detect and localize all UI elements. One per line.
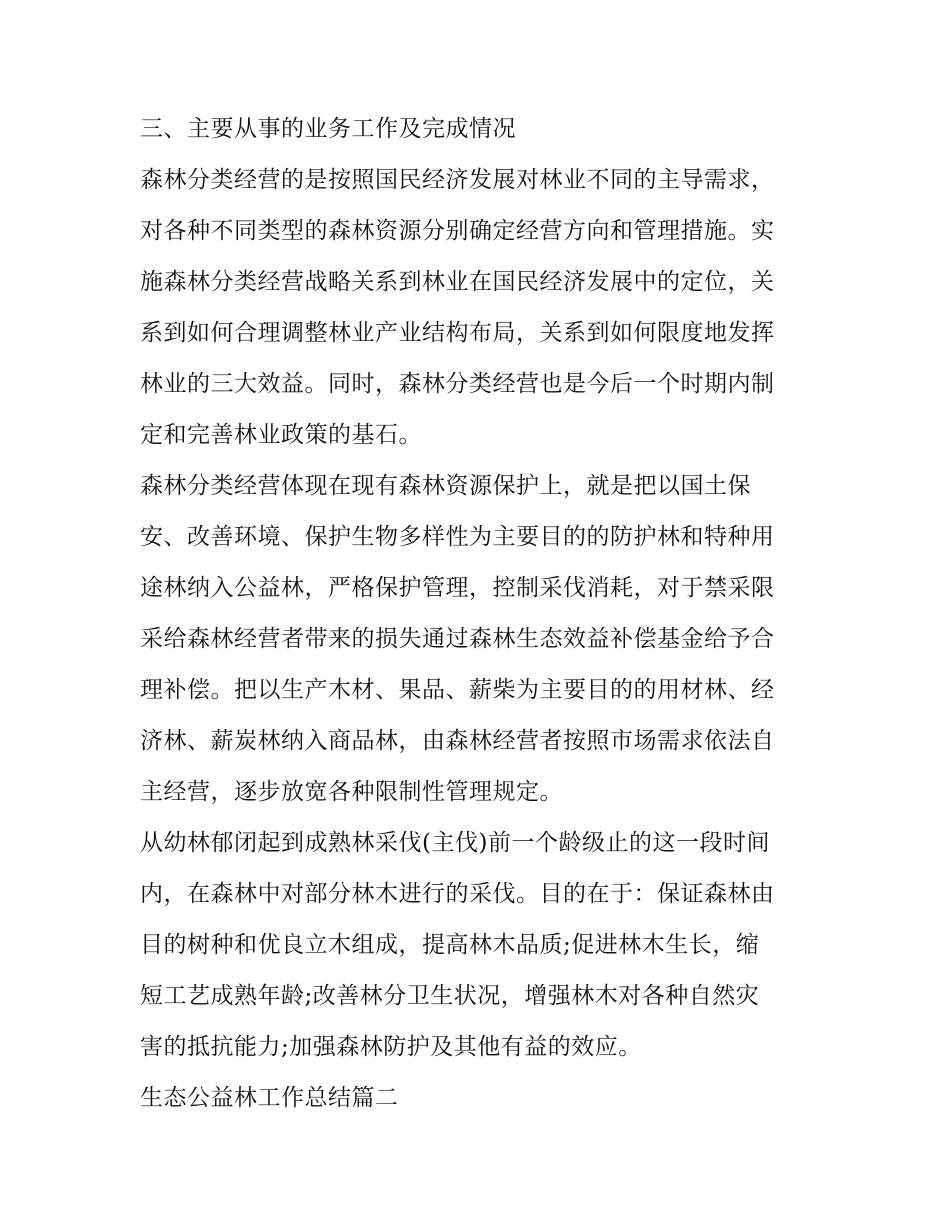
paragraph-line: 安、改善环境、保护生物多样性为主要目的的防护林和特种用 xyxy=(140,524,775,550)
paragraph-line: 森林分类经营的是按照国民经济发展对林业不同的主导需求， xyxy=(140,167,775,193)
paragraph-line: 森林分类经营体现在现有森林资源保护上，就是把以国土保 xyxy=(140,473,751,499)
paragraph-line: 采给森林经营者带来的损失通过森林生态效益补偿基金给予合 xyxy=(140,626,775,652)
paragraph-line: 济林、薪炭林纳入商品林，由森林经营者按照市场需求依法自 xyxy=(140,728,775,754)
paragraph-line: 从幼林郁闭起到成熟林采伐(主伐)前一个龄级止的这一段时间 xyxy=(140,830,770,856)
section-title: 生态公益林工作总结篇二 xyxy=(140,1085,399,1111)
paragraph-line: 短工艺成熟年龄;改善林分卫生状况，增强林木对各种自然灾 xyxy=(140,983,760,1009)
paragraph-line: 目的树种和优良立木组成，提高林木品质;促进林木生长，缩 xyxy=(140,932,760,958)
paragraph-line: 对各种不同类型的森林资源分别确定经营方向和管理措施。实 xyxy=(140,218,775,244)
paragraph-line: 定和完善林业政策的基石。 xyxy=(140,422,422,448)
paragraph-line: 施森林分类经营战略关系到林业在国民经济发展中的定位，关 xyxy=(140,269,775,295)
paragraph-line: 害的抵抗能力;加强森林防护及其他有益的效应。 xyxy=(140,1034,642,1060)
paragraph-line: 途林纳入公益林，严格保护管理，控制采伐消耗，对于禁采限 xyxy=(140,575,775,601)
section-heading: 三、主要从事的业务工作及完成情况 xyxy=(140,116,516,142)
paragraph-line: 主经营，逐步放宽各种限制性管理规定。 xyxy=(140,779,563,805)
paragraph-line: 林业的三大效益。同时，森林分类经营也是今后一个时期内制 xyxy=(140,371,775,397)
paragraph-line: 系到如何合理调整林业产业结构布局，关系到如何限度地发挥 xyxy=(140,320,775,346)
paragraph-line: 内，在森林中对部分林木进行的采伐。目的在于：保证森林由 xyxy=(140,881,775,907)
paragraph-line: 理补偿。把以生产木材、果品、薪柴为主要目的的用材林、经 xyxy=(140,677,775,703)
document-body xyxy=(140,112,820,1132)
